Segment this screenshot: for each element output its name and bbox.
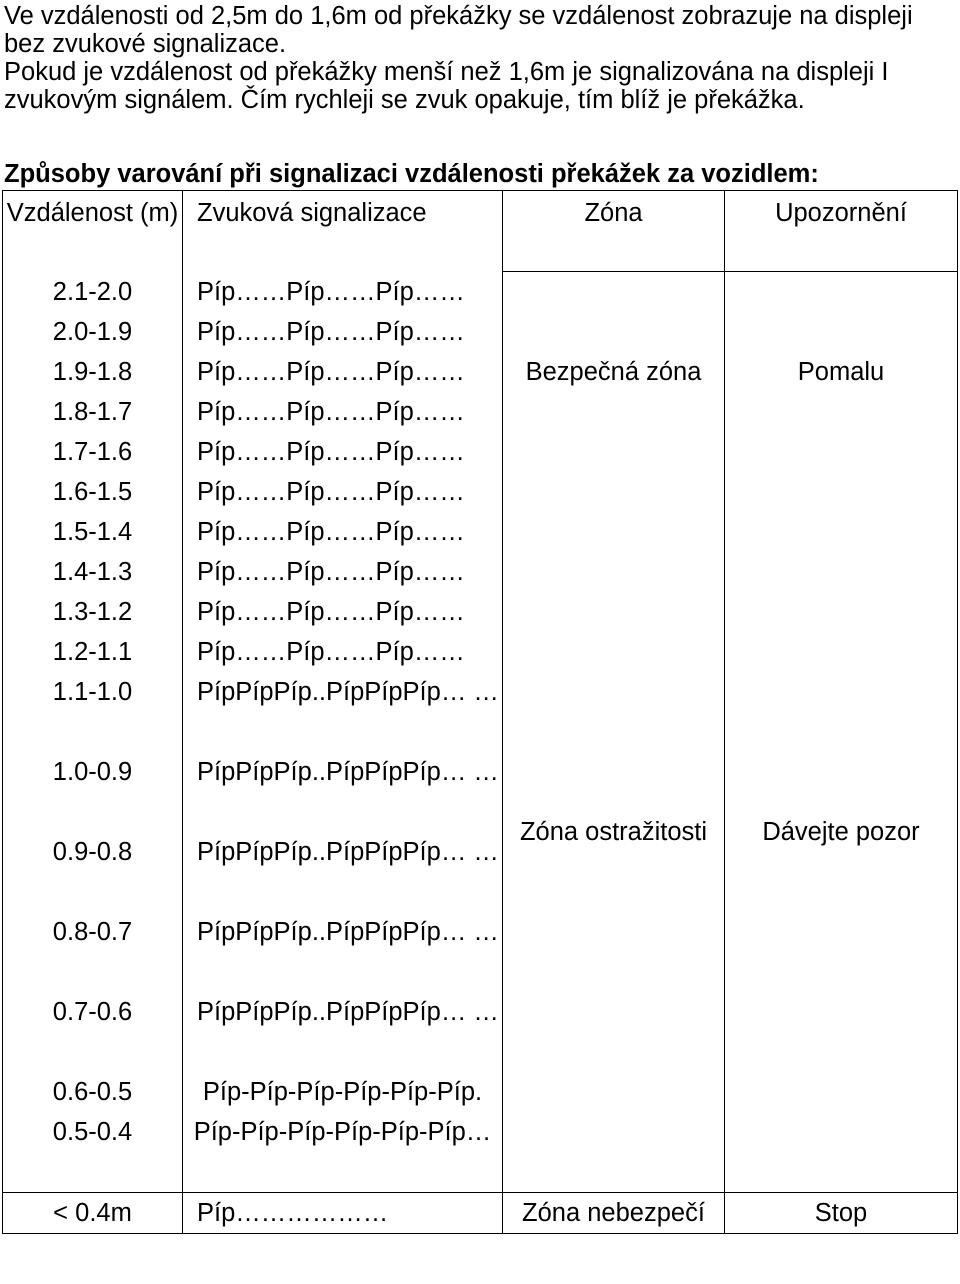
zone-cell: Zóna nebezpečí bbox=[503, 1192, 725, 1233]
signal-cell: Píp……Píp……Píp…… bbox=[183, 352, 503, 392]
distance-cell: < 0.4m bbox=[3, 1192, 183, 1233]
zone-cell: Zóna ostražitosti bbox=[503, 472, 725, 1193]
signal-cell: Píp……Píp……Píp…… bbox=[183, 552, 503, 592]
signal-cell: Píp……Píp……Píp…… bbox=[183, 392, 503, 432]
warning-cell: Stop bbox=[725, 1192, 958, 1233]
section-heading: Způsoby varování při signalizaci vzdálenosti překážek za vozidlem: bbox=[4, 160, 819, 188]
distance-cell: 1.8-1.7 bbox=[3, 392, 183, 432]
distance-cell: 1.3-1.2 bbox=[3, 592, 183, 632]
signal-cell: PípPípPíp..PípPípPíp… … bbox=[183, 672, 503, 752]
header-distance: Vzdálenost (m) bbox=[3, 191, 183, 272]
signal-cell: Píp……………… bbox=[183, 1192, 503, 1233]
distance-cell: 1.1-1.0 bbox=[3, 672, 183, 752]
distance-cell: 1.5-1.4 bbox=[3, 512, 183, 552]
warning-cell: Dávejte pozor bbox=[725, 472, 958, 1193]
signal-cell: PípPípPíp..PípPípPíp… … bbox=[183, 992, 503, 1072]
distance-cell: 0.5-0.4 bbox=[3, 1112, 183, 1193]
warning-cell: Pomalu bbox=[725, 272, 958, 472]
distance-cell: 1.4-1.3 bbox=[3, 552, 183, 592]
distance-cell: 0.8-0.7 bbox=[3, 912, 183, 992]
table-body bbox=[3, 272, 958, 1234]
distance-cell: 0.6-0.5 bbox=[3, 1072, 183, 1112]
distance-cell: 1.2-1.1 bbox=[3, 632, 183, 672]
signal-cell: Píp……Píp……Píp…… bbox=[183, 592, 503, 632]
signal-cell: PípPípPíp..PípPípPíp… … bbox=[183, 832, 503, 912]
zone-cell: Bezpečná zóna bbox=[503, 272, 725, 472]
distance-cell: 1.0-0.9 bbox=[3, 752, 183, 832]
distance-cell: 1.9-1.8 bbox=[3, 352, 183, 392]
signal-cell: Píp-Píp-Píp-Píp-Píp-Píp. bbox=[183, 1072, 503, 1112]
signal-cell: Píp……Píp……Píp…… bbox=[183, 472, 503, 512]
signal-cell: Píp……Píp……Píp…… bbox=[183, 272, 503, 312]
signal-cell: Píp……Píp……Píp…… bbox=[183, 632, 503, 672]
signal-cell: Píp……Píp……Píp…… bbox=[183, 312, 503, 352]
table-row bbox=[3, 272, 958, 312]
signal-cell: PípPípPíp..PípPípPíp… … bbox=[183, 752, 503, 832]
table-row bbox=[3, 1192, 958, 1233]
distance-cell: 0.9-0.8 bbox=[3, 832, 183, 912]
table-header-row bbox=[3, 191, 958, 272]
distance-cell: 2.1-2.0 bbox=[3, 272, 183, 312]
distance-cell: 2.0-1.9 bbox=[3, 312, 183, 352]
distance-cell: 1.7-1.6 bbox=[3, 432, 183, 472]
signal-cell: Píp-Píp-Píp-Píp-Píp-Píp… bbox=[183, 1112, 503, 1193]
intro-paragraph-2: Pokud je vzdálenost od překážky menší než 1,6m je signalizována na displeji I zvukovým signálem. Čím rychleji se zvuk opakuje, tím blíž je překážka. bbox=[4, 58, 889, 114]
header-signal: Zvuková signalizace bbox=[183, 191, 503, 272]
warning-table bbox=[2, 190, 958, 1234]
header-warning: Upozornění bbox=[725, 191, 958, 272]
distance-cell: 1.6-1.5 bbox=[3, 472, 183, 512]
signal-cell: PípPípPíp..PípPípPíp… … bbox=[183, 912, 503, 992]
signal-cell: Píp……Píp……Píp…… bbox=[183, 432, 503, 472]
header-zone: Zóna bbox=[503, 191, 725, 272]
distance-cell: 0.7-0.6 bbox=[3, 992, 183, 1072]
intro-paragraph-1: Ve vzdálenosti od 2,5m do 1,6m od překážky se vzdálenost zobrazuje na displeji bez zvukové signalizace. bbox=[4, 2, 913, 58]
table-row bbox=[3, 472, 958, 512]
signal-cell: Píp……Píp……Píp…… bbox=[183, 512, 503, 552]
